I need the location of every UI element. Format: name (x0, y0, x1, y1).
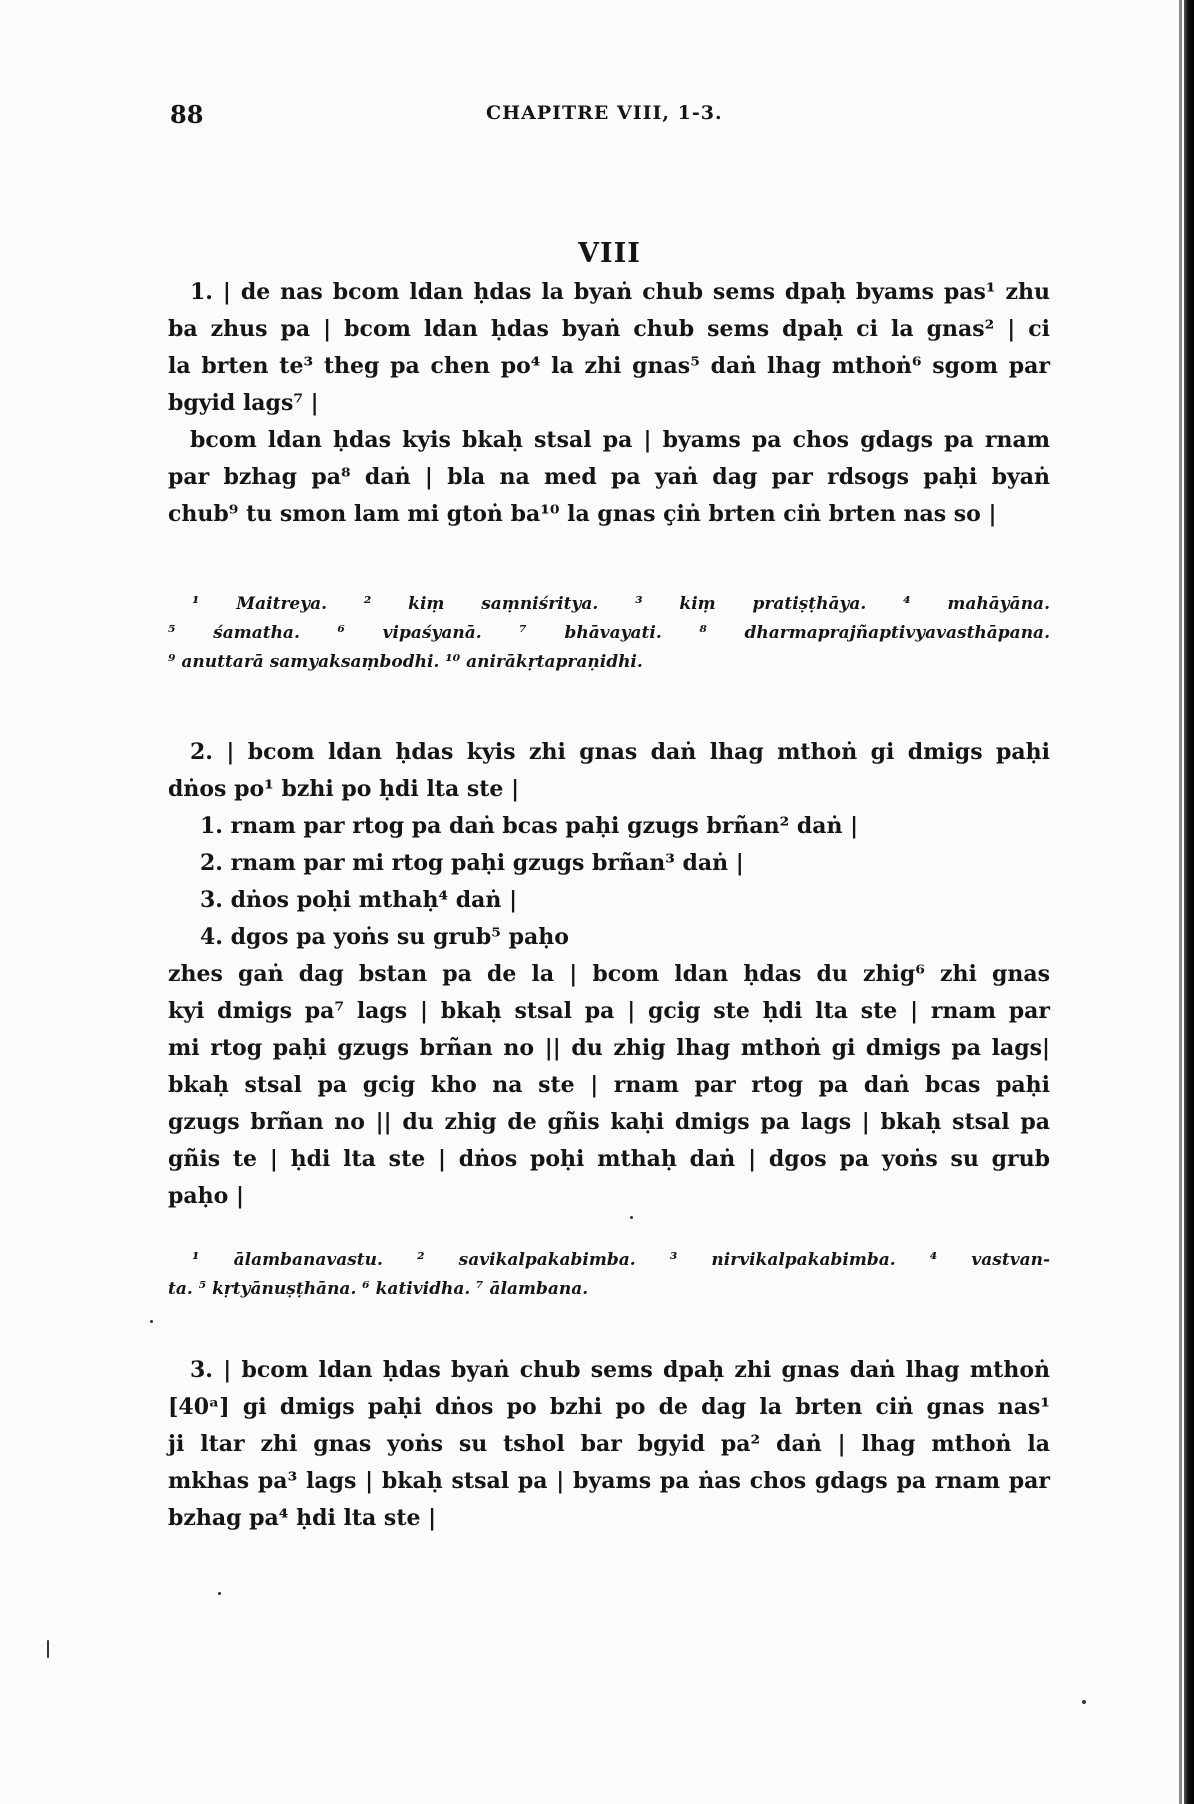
text-line: par bzhag pa⁸ daṅ | bla na med pa yaṅ dag par rdsogs paḥi byaṅ (168, 464, 1050, 490)
text-line: mi rtog paḥi gzugs brñan no || du zhig lhag mthoṅ gi dmigs pa lags| (168, 1035, 1050, 1061)
page-number: 88 (170, 100, 204, 129)
list-item: 3. dṅos poḥi mthaḥ⁴ daṅ | (200, 887, 518, 913)
text-line: zhes gaṅ dag bstan pa de la | bcom ldan ḥdas du zhig⁶ zhi gnas (168, 961, 1050, 987)
page-edge (1184, 0, 1194, 1804)
text-line: chub⁹ tu smon lam mi gtoṅ ba¹⁰ la gnas çiṅ brten ciṅ brten nas so | (168, 501, 997, 527)
text-line: mkhas pa³ lags | bkaḥ stsal pa | byams pa ṅas chos gdags pa rnam par (168, 1468, 1050, 1494)
footnote-line: ¹ Maitreya. ² kiṃ saṃniśritya. ³ kiṃ pratiṣṭhāya. ⁴ mahāyāna. (192, 594, 1050, 614)
footnote-line: ⁵ śamatha. ⁶ vipaśyanā. ⁷ bhāvayati. ⁸ dharmaprajñaptivyavasthāpana. (168, 623, 1050, 643)
text-line: kyi dmigs pa⁷ lags | bkaḥ stsal pa | gcig ste ḥdi lta ste | rnam par (168, 998, 1050, 1024)
section-2-text (168, 734, 1050, 1215)
text-line: paḥo | (168, 1183, 244, 1209)
text-line: ba zhus pa | bcom ldan ḥdas byaṅ chub sems dpaḥ ci la gnas² | ci (168, 316, 1050, 342)
scan-speck (218, 1592, 221, 1595)
text-line: ji ltar zhi gnas yoṅs su tshol bar bgyid pa² daṅ | lhag mthoṅ la (168, 1431, 1050, 1457)
list-item: 2. rnam par mi rtog paḥi gzugs brñan³ daṅ | (200, 850, 744, 876)
scan-speck (150, 1320, 153, 1323)
footnote-line: ta. ⁵ kṛtyānuṣṭhāna. ⁶ katividha. ⁷ ālambana. (168, 1279, 589, 1299)
footnote-line: ⁹ anuttarā samyaksaṃbodhi. ¹⁰ anirākṛtapraṇidhi. (168, 652, 643, 672)
section-2-footnotes (168, 1246, 1050, 1304)
list-item: 1. rnam par rtog pa daṅ bcas paḥi gzugs brñan² daṅ | (200, 813, 859, 839)
text-line: bzhag pa⁴ ḥdi lta ste | (168, 1505, 437, 1531)
list-item: 4. dgos pa yoṅs su grub⁵ paḥo (200, 924, 569, 950)
text-line: gzugs brñan no || du zhig de gñis kaḥi dmigs pa lags | bkaḥ stsal pa (168, 1109, 1050, 1135)
text-line: [40ᵃ] gi dmigs paḥi dṅos po bzhi po de dag la brten ciṅ gnas nas¹ (168, 1394, 1050, 1420)
text-line: bkaḥ stsal pa gcig kho na ste | rnam par rtog pa daṅ bcas paḥi (168, 1072, 1050, 1098)
section-1-footnotes (168, 590, 1050, 677)
text-line: dṅos po¹ bzhi po ḥdi lta ste | (168, 776, 520, 802)
running-head: CHAPITRE VIII, 1-3. (486, 102, 723, 124)
text-line: bcom ldan ḥdas kyis bkaḥ stsal pa | byams pa chos gdags pa rnam (190, 427, 1050, 453)
scan-mark (47, 1640, 49, 1658)
text-line: 3. | bcom ldan ḥdas byaṅ chub sems dpaḥ zhi gnas daṅ lhag mthoṅ (190, 1357, 1050, 1383)
footnote-line: ¹ ālambanavastu. ² savikalpakabimba. ³ nirvikalpakabimba. ⁴ vastvan- (192, 1250, 1050, 1270)
text-line: gñis te | ḥdi lta ste | dṅos poḥi mthaḥ daṅ | dgos pa yoṅs su grub (168, 1146, 1050, 1172)
text-line: bgyid lags⁷ | (168, 390, 319, 416)
page-header (170, 100, 1050, 136)
page-edge-shadow (1179, 0, 1182, 1804)
text-line: 2. | bcom ldan ḥdas kyis zhi gnas daṅ lhag mthoṅ gi dmigs paḥi (190, 739, 1050, 765)
section-1-text (168, 274, 1050, 533)
scan-speck (1082, 1700, 1086, 1704)
text-line: la brten te³ theg pa chen po⁴ la zhi gnas⁵ daṅ lhag mthoṅ⁶ sgom par (168, 353, 1050, 379)
section-3-text (168, 1352, 1050, 1537)
chapter-title: VIII (578, 238, 641, 269)
text-line: 1. | de nas bcom ldan ḥdas la byaṅ chub sems dpaḥ byams pas¹ zhu (190, 279, 1050, 305)
scan-speck (630, 1216, 633, 1219)
